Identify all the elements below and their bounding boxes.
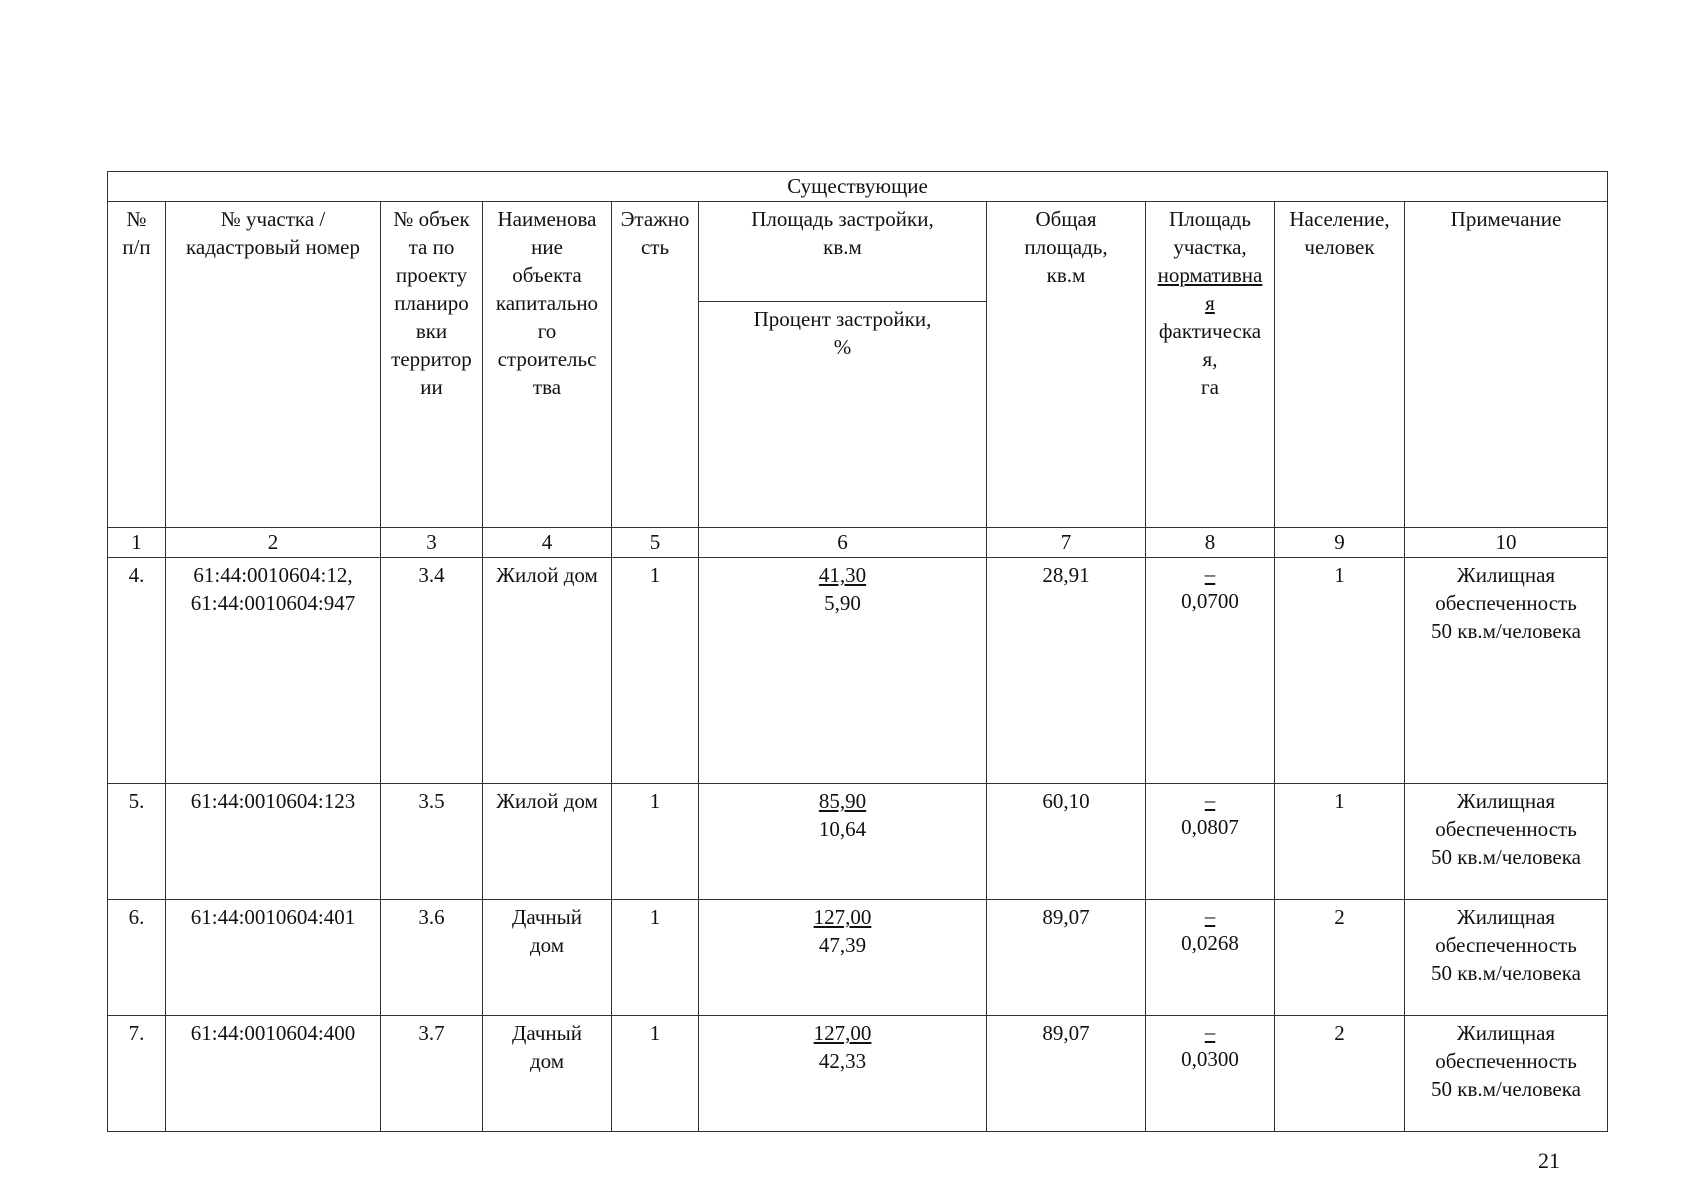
header-note: Примечание <box>1405 202 1608 528</box>
row-total-area: 28,91 <box>987 558 1146 784</box>
col-number: 2 <box>166 528 381 558</box>
row-object-name: Жилой дом <box>483 558 612 784</box>
row-population: 1 <box>1275 784 1405 900</box>
table-row <box>108 784 1608 900</box>
row-object-number: 3.7 <box>381 1016 483 1132</box>
row-plot: 61:44:0010604:123 <box>166 784 381 900</box>
row-num: 6. <box>108 900 166 1016</box>
row-note: Жилищная обеспеченность 50 кв.м/человека <box>1405 558 1608 784</box>
row-note: Жилищная обеспеченность 50 кв.м/человека <box>1405 1016 1608 1132</box>
header-object-name: Наименова ние объекта капитально го строительс тва <box>483 202 612 528</box>
row-floors: 1 <box>612 900 699 1016</box>
row-object-name: Жилой дом <box>483 784 612 900</box>
row-note: Жилищная обеспеченность 50 кв.м/человека <box>1405 900 1608 1016</box>
row-object-name: Дачный дом <box>483 900 612 1016</box>
header-object-number: № объек та по проекту планиро вки территор ии <box>381 202 483 528</box>
table-row <box>108 558 1608 784</box>
row-num: 5. <box>108 784 166 900</box>
row-object-number: 3.4 <box>381 558 483 784</box>
column-numbers-row <box>108 528 1608 558</box>
header-population: Население, человек <box>1275 202 1405 528</box>
row-plot: 61:44:0010604:12, 61:44:0010604:947 <box>166 558 381 784</box>
col-number: 9 <box>1275 528 1405 558</box>
table-row <box>108 900 1608 1016</box>
row-population: 2 <box>1275 900 1405 1016</box>
row-land-area: – 0,0807 <box>1146 784 1275 900</box>
row-total-area: 89,07 <box>987 900 1146 1016</box>
header-land-area: Площадь участка, нормативна я фактическа я, га <box>1146 202 1275 528</box>
col-number: 1 <box>108 528 166 558</box>
col-number: 7 <box>987 528 1146 558</box>
row-plot: 61:44:0010604:400 <box>166 1016 381 1132</box>
row-land-area: – 0,0268 <box>1146 900 1275 1016</box>
header-total-area: Общая площадь, кв.м <box>987 202 1146 528</box>
row-land-area: – 0,0300 <box>1146 1016 1275 1132</box>
row-floors: 1 <box>612 784 699 900</box>
row-land-area: – 0,0700 <box>1146 558 1275 784</box>
row-total-area: 89,07 <box>987 1016 1146 1132</box>
col-number: 4 <box>483 528 612 558</box>
col-number: 6 <box>699 528 987 558</box>
header-plot: № участка / кадастровый номер <box>166 202 381 528</box>
row-object-number: 3.6 <box>381 900 483 1016</box>
col-number: 5 <box>612 528 699 558</box>
table-title: Существующие <box>108 172 1608 202</box>
row-build-area: 85,90 10,64 <box>699 784 987 900</box>
row-object-number: 3.5 <box>381 784 483 900</box>
row-num: 7. <box>108 1016 166 1132</box>
row-total-area: 60,10 <box>987 784 1146 900</box>
row-population: 2 <box>1275 1016 1405 1132</box>
row-floors: 1 <box>612 558 699 784</box>
header-floors: Этажно сть <box>612 202 699 528</box>
row-note: Жилищная обеспеченность 50 кв.м/человека <box>1405 784 1608 900</box>
header-build-area: Площадь застройки, кв.м <box>699 202 987 302</box>
row-plot: 61:44:0010604:401 <box>166 900 381 1016</box>
header-build-percent: Процент застройки, % <box>699 302 987 528</box>
header-num: № п/п <box>108 202 166 528</box>
row-floors: 1 <box>612 1016 699 1132</box>
row-num: 4. <box>108 558 166 784</box>
col-number: 10 <box>1405 528 1608 558</box>
row-build-area: 127,00 42,33 <box>699 1016 987 1132</box>
col-number: 8 <box>1146 528 1275 558</box>
page-number: 21 <box>1538 1148 1560 1173</box>
row-population: 1 <box>1275 558 1405 784</box>
row-build-area: 127,00 47,39 <box>699 900 987 1016</box>
data-table <box>107 171 1608 1132</box>
col-number: 3 <box>381 528 483 558</box>
row-object-name: Дачный дом <box>483 1016 612 1132</box>
row-build-area: 41,30 5,90 <box>699 558 987 784</box>
table-row <box>108 1016 1608 1132</box>
